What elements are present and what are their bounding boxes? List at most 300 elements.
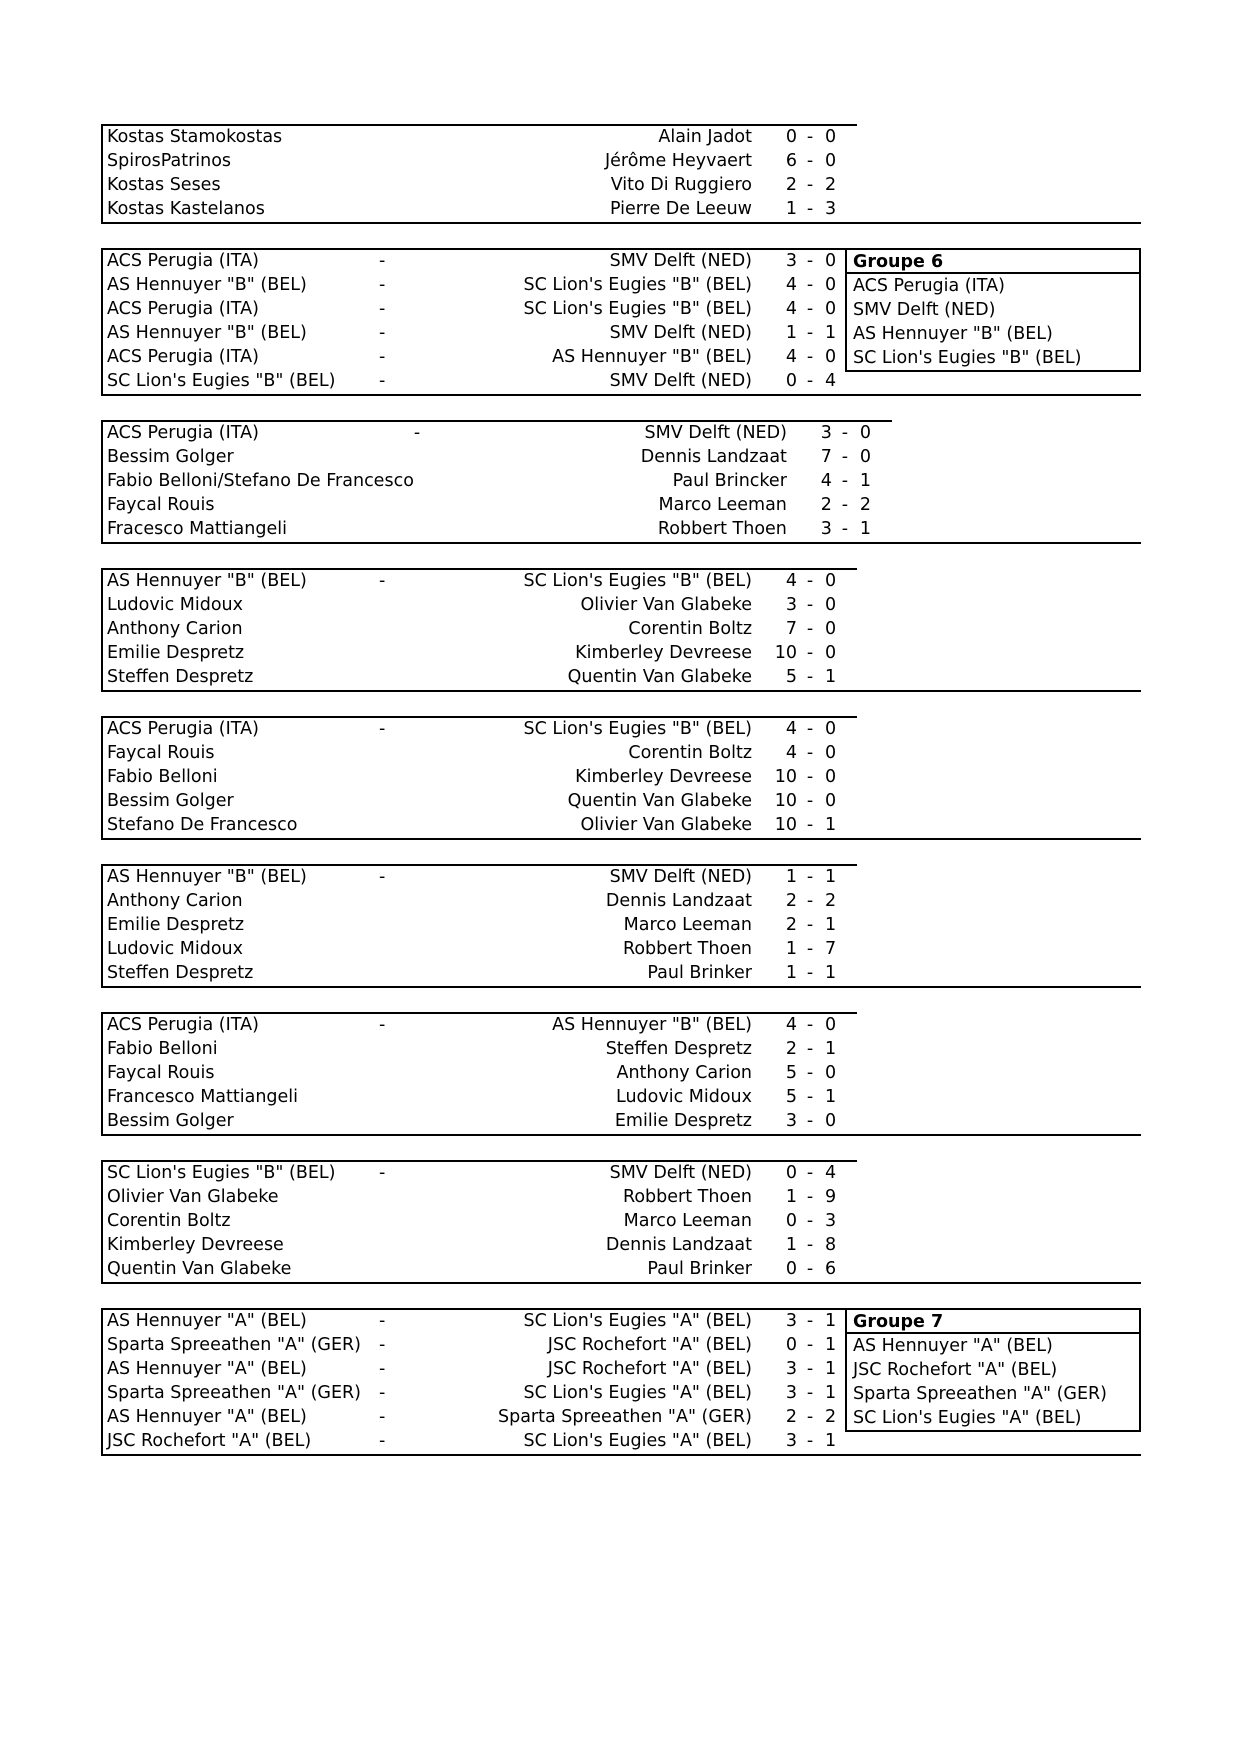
away-team: Paul Brinker	[647, 963, 752, 984]
versus-separator: -	[379, 251, 386, 272]
score-separator: -	[806, 1407, 814, 1428]
home-score: 7	[785, 619, 797, 640]
score-separator: -	[806, 371, 814, 392]
away-score: 0	[859, 447, 872, 468]
away-score: 1	[859, 519, 872, 540]
home-score: 2	[785, 1039, 797, 1060]
table-row	[102, 594, 857, 618]
score-separator: -	[806, 175, 814, 196]
versus-separator: -	[379, 1407, 386, 1428]
standings-team: ACS Perugia (ITA)	[853, 276, 1005, 296]
home-team: Quentin Van Glabeke	[107, 1259, 292, 1280]
home-team: Sparta Spreeathen "A" (GER)	[107, 1383, 362, 1404]
score-separator: -	[806, 1211, 814, 1232]
versus-separator	[379, 742, 494, 766]
score-separator: -	[841, 447, 849, 468]
away-team: Ludovic Midoux	[616, 1087, 752, 1108]
away-team: SMV Delft (NED)	[609, 867, 752, 888]
home-score: 2	[820, 495, 832, 516]
home-team: Steffen Despretz	[107, 667, 254, 688]
table-row	[102, 470, 892, 494]
score-separator: -	[806, 891, 814, 912]
home-score: 3	[820, 423, 832, 444]
away-score: 1	[825, 963, 837, 984]
table-row	[102, 890, 857, 914]
away-team: SC Lion's Eugies "B" (BEL)	[523, 571, 752, 592]
home-team: SC Lion's Eugies "B" (BEL)	[107, 1163, 336, 1184]
table-row	[102, 1086, 857, 1110]
section-divider	[101, 1282, 1141, 1284]
match-table	[101, 1308, 857, 1456]
match-table	[101, 248, 857, 396]
table-row	[102, 494, 892, 518]
away-score: 1	[825, 1039, 837, 1060]
table-row	[102, 1161, 857, 1186]
table-row	[102, 198, 857, 223]
table-row	[102, 1210, 857, 1234]
away-team: Vito Di Ruggiero	[610, 175, 752, 196]
score-separator: -	[806, 767, 814, 788]
home-team: Francesco Mattiangeli	[107, 1087, 299, 1108]
score-separator: -	[806, 815, 814, 836]
home-team: ACS Perugia (ITA)	[107, 299, 259, 320]
standings-team: SC Lion's Eugies "A" (BEL)	[853, 1408, 1082, 1428]
versus-separator	[379, 962, 494, 987]
versus-separator	[379, 594, 494, 618]
match-table	[101, 716, 857, 840]
match-block	[101, 124, 1141, 224]
home-score: 3	[820, 519, 832, 540]
home-score: 0	[785, 1163, 797, 1184]
home-score: 4	[785, 299, 797, 320]
home-team: SpirosPatrinos	[107, 151, 232, 172]
home-team: JSC Rochefort "A" (BEL)	[107, 1431, 312, 1452]
away-team: Marco Leeman	[623, 1211, 752, 1232]
away-team: Quentin Van Glabeke	[567, 667, 752, 688]
home-team: Kostas Seses	[107, 175, 221, 196]
section-divider	[101, 690, 1141, 692]
versus-separator	[379, 938, 494, 962]
away-score: 1	[825, 667, 837, 688]
away-team: Sparta Spreeathen "A" (GER)	[497, 1407, 752, 1428]
match-table	[101, 1012, 857, 1136]
away-team: SC Lion's Eugies "B" (BEL)	[523, 275, 752, 296]
home-team: Emilie Despretz	[107, 643, 245, 664]
score-separator: -	[806, 1111, 814, 1132]
versus-separator	[379, 174, 494, 198]
score-separator: -	[806, 1039, 814, 1060]
away-team: Dennis Landzaat	[605, 891, 752, 912]
away-team: Dennis Landzaat	[640, 447, 787, 468]
away-team: SMV Delft (NED)	[609, 371, 752, 392]
table-row	[102, 1110, 857, 1135]
home-score: 1	[785, 323, 797, 344]
away-team: AS Hennuyer "B" (BEL)	[552, 347, 752, 368]
versus-separator	[379, 125, 494, 150]
away-team: Kimberley Devreese	[575, 643, 752, 664]
versus-separator	[379, 150, 494, 174]
away-score: 0	[825, 151, 837, 172]
away-score: 1	[859, 471, 872, 492]
table-row	[102, 1382, 857, 1406]
score-separator: -	[841, 471, 849, 492]
score-separator: -	[806, 1063, 814, 1084]
table-row	[102, 1038, 857, 1062]
score-separator: -	[841, 423, 849, 444]
versus-separator	[379, 814, 494, 839]
table-row	[102, 569, 857, 594]
versus-separator	[379, 914, 494, 938]
away-team: SMV Delft (NED)	[609, 251, 752, 272]
away-score: 0	[825, 1015, 837, 1036]
home-team: Stefano De Francesco	[107, 815, 298, 836]
home-score: 2	[785, 175, 797, 196]
match-table	[101, 864, 857, 988]
home-score: 0	[785, 1259, 797, 1280]
home-score: 3	[785, 1431, 797, 1452]
score-separator: -	[806, 667, 814, 688]
versus-separator: -	[413, 423, 421, 444]
standings-title: Groupe 7	[847, 1310, 1139, 1334]
away-score: 6	[825, 1259, 837, 1280]
table-row	[102, 962, 857, 987]
standings-team: SMV Delft (NED)	[853, 300, 996, 320]
away-score: 0	[825, 275, 837, 296]
away-team: Emilie Despretz	[614, 1111, 752, 1132]
table-row	[102, 125, 857, 150]
home-team: Anthony Carion	[107, 619, 243, 640]
score-separator: -	[806, 1235, 814, 1256]
away-score: 7	[825, 939, 837, 960]
match-table	[101, 420, 892, 544]
table-row	[102, 814, 857, 839]
away-score: 0	[825, 595, 837, 616]
score-separator: -	[806, 1335, 814, 1356]
home-score: 5	[785, 667, 797, 688]
versus-separator: -	[379, 299, 386, 320]
away-score: 1	[825, 323, 837, 344]
away-score: 1	[825, 867, 837, 888]
away-score: 8	[825, 1235, 837, 1256]
home-score: 1	[785, 939, 797, 960]
score-separator: -	[806, 643, 814, 664]
versus-separator: -	[379, 347, 386, 368]
home-team: Bessim Golger	[107, 1111, 234, 1132]
standings-team: Sparta Spreeathen "A" (GER)	[853, 1384, 1108, 1404]
match-block	[101, 1160, 1141, 1284]
table-row	[102, 1013, 857, 1038]
away-score: 0	[825, 619, 837, 640]
home-score: 2	[785, 1407, 797, 1428]
table-row	[102, 249, 857, 274]
versus-separator	[414, 518, 529, 543]
home-score: 2	[785, 915, 797, 936]
home-score: 10	[774, 791, 797, 812]
away-team: Robbert Thoen	[622, 1187, 752, 1208]
table-row	[102, 742, 857, 766]
home-score: 10	[774, 767, 797, 788]
score-separator: -	[806, 1359, 814, 1380]
versus-separator	[414, 470, 529, 494]
table-row	[102, 1258, 857, 1283]
home-team: Olivier Van Glabeke	[107, 1187, 279, 1208]
away-team: Kimberley Devreese	[575, 767, 752, 788]
versus-separator: -	[379, 719, 386, 740]
home-team: ACS Perugia (ITA)	[107, 423, 259, 444]
score-separator: -	[806, 199, 814, 220]
away-team: Marco Leeman	[623, 915, 752, 936]
away-score: 1	[825, 1383, 837, 1404]
results-sheet	[101, 124, 1141, 1456]
home-team: Steffen Despretz	[107, 963, 254, 984]
home-team: AS Hennuyer "A" (BEL)	[107, 1311, 307, 1332]
away-score: 0	[825, 719, 837, 740]
score-separator: -	[806, 1311, 814, 1332]
away-score: 9	[825, 1187, 837, 1208]
versus-separator	[379, 198, 494, 223]
home-team: Bessim Golger	[107, 447, 234, 468]
home-score: 4	[785, 743, 797, 764]
away-score: 0	[825, 1111, 837, 1132]
home-team: Kimberley Devreese	[107, 1235, 284, 1256]
home-score: 1	[785, 867, 797, 888]
home-team: Faycal Rouis	[107, 743, 215, 764]
match-block	[101, 864, 1141, 988]
table-row	[102, 446, 892, 470]
versus-separator: -	[379, 1163, 386, 1184]
away-score: 1	[825, 1335, 837, 1356]
home-score: 1	[785, 1235, 797, 1256]
section-divider	[101, 1134, 1141, 1136]
score-separator: -	[806, 571, 814, 592]
score-separator: -	[806, 127, 814, 148]
away-score: 2	[825, 891, 837, 912]
away-score: 0	[825, 767, 837, 788]
home-score: 10	[774, 643, 797, 664]
home-score: 3	[785, 1359, 797, 1380]
standings-box	[845, 248, 1141, 372]
away-score: 0	[825, 299, 837, 320]
match-block	[101, 1308, 1141, 1456]
versus-separator: -	[379, 323, 386, 344]
home-team: AS Hennuyer "B" (BEL)	[107, 275, 307, 296]
match-table	[101, 1160, 857, 1284]
away-score: 0	[825, 1063, 837, 1084]
score-separator: -	[806, 1187, 814, 1208]
home-team: Bessim Golger	[107, 791, 234, 812]
away-score: 0	[825, 791, 837, 812]
home-team: Fracesco Mattiangeli	[107, 519, 287, 540]
versus-separator	[379, 766, 494, 790]
table-row	[102, 518, 892, 543]
section-divider	[101, 542, 1141, 544]
away-score: 1	[825, 1087, 837, 1108]
score-separator: -	[806, 275, 814, 296]
home-score: 0	[785, 127, 797, 148]
home-team: AS Hennuyer "A" (BEL)	[107, 1407, 307, 1428]
versus-separator: -	[379, 1015, 386, 1036]
table-row	[102, 1062, 857, 1086]
away-team: SC Lion's Eugies "B" (BEL)	[523, 299, 752, 320]
score-separator: -	[806, 1015, 814, 1036]
away-team: SMV Delft (NED)	[609, 1163, 752, 1184]
away-team: Dennis Landzaat	[605, 1235, 752, 1256]
home-team: Faycal Rouis	[107, 495, 215, 516]
away-team: SC Lion's Eugies "A" (BEL)	[523, 1383, 752, 1404]
home-score: 6	[785, 151, 797, 172]
versus-separator	[379, 1210, 494, 1234]
away-score: 2	[825, 175, 837, 196]
home-score: 4	[820, 471, 832, 492]
away-team: AS Hennuyer "B" (BEL)	[552, 1015, 752, 1036]
table-row	[102, 914, 857, 938]
table-row	[102, 938, 857, 962]
away-team: Quentin Van Glabeke	[567, 791, 752, 812]
home-score: 10	[774, 815, 797, 836]
table-row	[102, 150, 857, 174]
home-team: Corentin Boltz	[107, 1211, 231, 1232]
versus-separator: -	[379, 1335, 386, 1356]
versus-separator	[379, 1110, 494, 1135]
home-team: Kostas Kastelanos	[107, 199, 265, 220]
score-separator: -	[806, 963, 814, 984]
standings-title: Groupe 6	[847, 250, 1139, 274]
score-separator: -	[806, 1259, 814, 1280]
home-score: 4	[785, 275, 797, 296]
away-team: SC Lion's Eugies "B" (BEL)	[523, 719, 752, 740]
away-score: 0	[825, 251, 837, 272]
away-score: 0	[825, 347, 837, 368]
away-score: 1	[825, 1431, 837, 1452]
home-score: 4	[785, 347, 797, 368]
table-row	[102, 766, 857, 790]
match-table	[101, 124, 857, 224]
score-separator: -	[806, 323, 814, 344]
standings-team: JSC Rochefort "A" (BEL)	[853, 1360, 1058, 1380]
home-team: Ludovic Midoux	[107, 939, 243, 960]
score-separator: -	[806, 251, 814, 272]
versus-separator: -	[379, 371, 386, 392]
score-separator: -	[806, 743, 814, 764]
table-row	[102, 642, 857, 666]
home-team: ACS Perugia (ITA)	[107, 347, 259, 368]
home-score: 3	[785, 595, 797, 616]
away-score: 2	[825, 1407, 837, 1428]
home-score: 4	[785, 719, 797, 740]
versus-separator	[379, 790, 494, 814]
versus-separator	[379, 666, 494, 691]
away-team: Pierre De Leeuw	[609, 199, 752, 220]
table-row	[102, 666, 857, 691]
home-score: 0	[785, 1335, 797, 1356]
away-score: 1	[825, 815, 837, 836]
home-team: Fabio Belloni	[107, 767, 218, 788]
table-row	[102, 421, 892, 446]
home-score: 1	[785, 199, 797, 220]
score-separator: -	[806, 595, 814, 616]
home-team: SC Lion's Eugies "B" (BEL)	[107, 371, 336, 392]
home-score: 4	[785, 571, 797, 592]
versus-separator: -	[379, 1431, 386, 1452]
away-team: Corentin Boltz	[628, 743, 752, 764]
score-separator: -	[806, 299, 814, 320]
table-row	[102, 1334, 857, 1358]
versus-separator: -	[379, 867, 386, 888]
home-team: Fabio Belloni/Stefano De Francesco	[107, 471, 414, 492]
table-row	[102, 790, 857, 814]
table-row	[102, 1186, 857, 1210]
away-team: Paul Brincker	[672, 471, 787, 492]
away-score: 2	[859, 495, 872, 516]
match-block	[101, 1012, 1141, 1136]
away-team: Anthony Carion	[616, 1063, 752, 1084]
match-block	[101, 248, 1141, 396]
away-team: Jérôme Heyvaert	[604, 151, 752, 172]
standings-box	[845, 1308, 1141, 1432]
match-block	[101, 716, 1141, 840]
table-row	[102, 717, 857, 742]
away-score: 4	[825, 1163, 837, 1184]
versus-separator	[379, 1186, 494, 1210]
table-row	[102, 1358, 857, 1382]
home-team: AS Hennuyer "B" (BEL)	[107, 571, 307, 592]
section-divider	[101, 986, 1141, 988]
section-divider	[101, 222, 1141, 224]
versus-separator	[379, 1062, 494, 1086]
versus-separator	[379, 1234, 494, 1258]
away-team: Olivier Van Glabeke	[580, 595, 752, 616]
section-divider	[101, 1454, 1141, 1456]
standings-team: SC Lion's Eugies "B" (BEL)	[853, 348, 1082, 368]
home-team: Faycal Rouis	[107, 1063, 215, 1084]
home-score: 5	[785, 1087, 797, 1108]
home-team: Anthony Carion	[107, 891, 243, 912]
table-row	[102, 618, 857, 642]
home-team: Sparta Spreeathen "A" (GER)	[107, 1335, 362, 1356]
score-separator: -	[806, 1087, 814, 1108]
versus-separator	[414, 446, 529, 470]
home-score: 0	[785, 1211, 797, 1232]
away-team: SMV Delft (NED)	[644, 423, 787, 444]
versus-separator	[379, 1038, 494, 1062]
score-separator: -	[806, 791, 814, 812]
versus-separator	[379, 642, 494, 666]
score-separator: -	[841, 519, 849, 540]
score-separator: -	[806, 939, 814, 960]
home-score: 0	[785, 371, 797, 392]
versus-separator: -	[379, 1383, 386, 1404]
match-table	[101, 568, 857, 692]
away-score: 1	[825, 1359, 837, 1380]
standings-team: AS Hennuyer "B" (BEL)	[853, 324, 1053, 344]
away-team: SMV Delft (NED)	[609, 323, 752, 344]
table-row	[102, 865, 857, 890]
away-team: Marco Leeman	[658, 495, 787, 516]
score-separator: -	[806, 1383, 814, 1404]
home-team: Ludovic Midoux	[107, 595, 243, 616]
home-team: Fabio Belloni	[107, 1039, 218, 1060]
versus-separator	[379, 890, 494, 914]
score-separator: -	[806, 867, 814, 888]
match-block	[101, 420, 1141, 544]
score-separator: -	[806, 1163, 814, 1184]
versus-separator: -	[379, 1359, 386, 1380]
score-separator: -	[806, 619, 814, 640]
home-team: ACS Perugia (ITA)	[107, 1015, 259, 1036]
home-team: ACS Perugia (ITA)	[107, 719, 259, 740]
section-divider	[101, 838, 1141, 840]
away-score: 1	[825, 915, 837, 936]
